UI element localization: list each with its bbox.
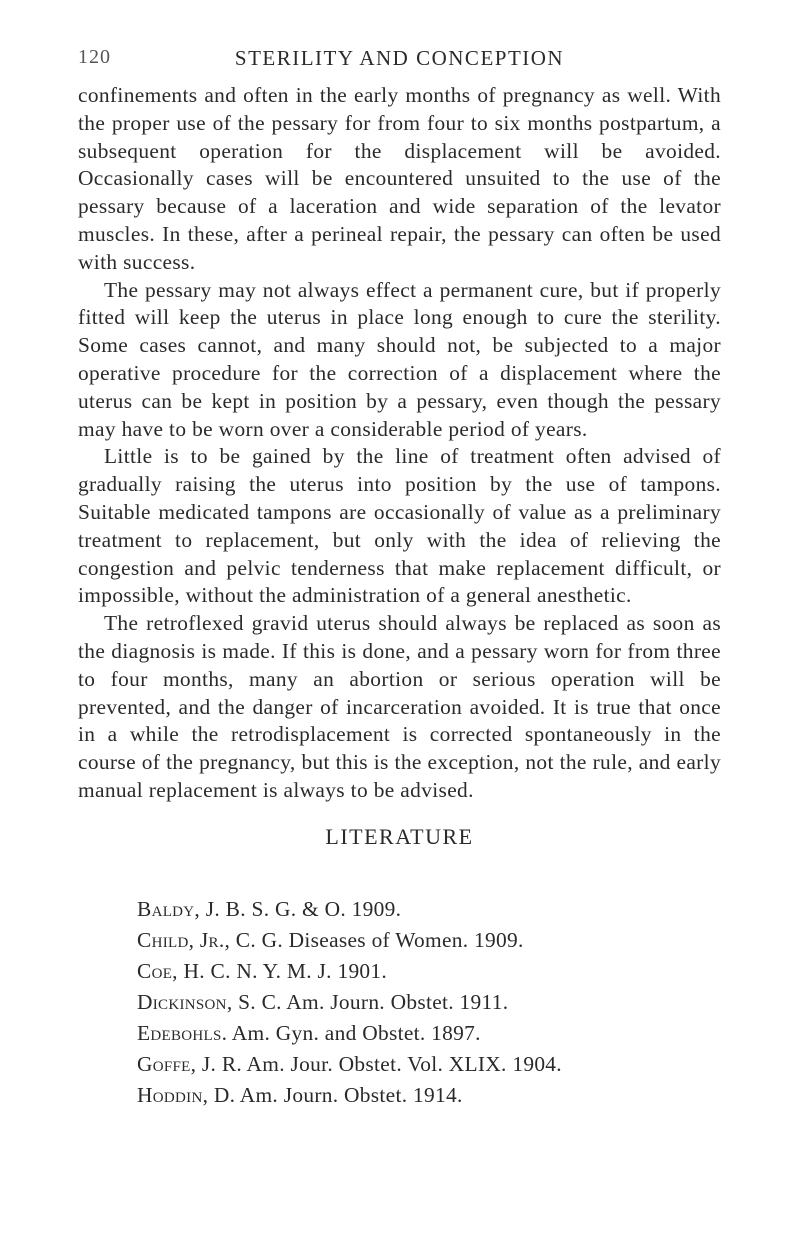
paragraph-tampons: Little is to be gained by the line of treatment often advised of gradually raising the uterus into position by the use of tampons. Suitable medicated tampons are occasionally of value as a preliminary treatment to replacement, but only with the idea of relieving the congestion and pelvic tenderness that make replacement difficult, or impossible, without the administration of a general anesthetic. bbox=[78, 444, 721, 608]
reference-author: Hoddin, D. bbox=[137, 1083, 236, 1107]
reference-author: Coe, H. C. bbox=[137, 959, 231, 983]
reference-item bbox=[137, 1080, 721, 1111]
reference-author: Dickinson, S. C. bbox=[137, 990, 282, 1014]
reference-author: Baldy, J. B. bbox=[137, 897, 246, 921]
reference-item bbox=[137, 894, 721, 925]
reference-author: Edebohls. bbox=[137, 1021, 228, 1045]
reference-citation: Am. Journ. Obstet. 1914. bbox=[239, 1083, 463, 1107]
paragraph-gravid-uterus: The retroflexed gravid uterus should always be replaced as soon as the diagnosis is made. If this is done, and a pessary worn for from three to four months, many an abortion or serious operation will be prevented, and the danger of incarceration avoided. It is true that once in a while the retrodisplacement is corrected spontaneously in the course of the pregnancy, but this is the exception, not the rule, and early manual replacement is always to be advised. bbox=[78, 611, 721, 802]
reference-author: Goffe, J. R. bbox=[137, 1052, 243, 1076]
reference-item bbox=[137, 987, 721, 1018]
literature-heading: LITERATURE bbox=[325, 824, 474, 849]
running-title: STERILITY AND CONCEPTION bbox=[234, 46, 565, 70]
reference-author: Child, Jr., C. G. bbox=[137, 928, 284, 952]
reference-item bbox=[137, 925, 721, 956]
running-head bbox=[78, 46, 721, 76]
page-number: 120 bbox=[78, 46, 111, 68]
reference-citation: Am. Jour. Obstet. Vol. XLIX. 1904. bbox=[246, 1052, 562, 1076]
reference-citation: Am. Journ. Obstet. 1911. bbox=[286, 990, 509, 1014]
reference-citation: Diseases of Women. 1909. bbox=[288, 928, 524, 952]
reference-citation: S. G. & O. 1909. bbox=[251, 897, 402, 921]
reference-item bbox=[137, 1049, 721, 1080]
paragraph-continuation: confinements and often in the early months of pregnancy as well. With the proper use of the pessary for from four to six months postpartum, a subsequent operation for the displacement will be avoided. Occasionally cases will be encountered unsuited to the use of the pessary because of a laceration and wide separation of the levator muscles. In these, after a perineal repair, the pessary can often be used with success. bbox=[78, 83, 721, 274]
reference-list bbox=[137, 894, 721, 1111]
paragraph-pessary-cure: The pessary may not always effect a permanent cure, but if properly fitted will keep the uterus in place long enough to cure the sterility. Some cases cannot, and many should not, be subjected to a major operative procedure for the correction of a displacement where the uterus can be kept in position by a pessary, even though the pessary may have to be worn over a considerable period of years. bbox=[78, 277, 721, 441]
reference-item bbox=[137, 1018, 721, 1049]
reference-citation: Am. Gyn. and Obstet. 1897. bbox=[231, 1021, 481, 1045]
reference-item bbox=[137, 956, 721, 987]
body-text bbox=[78, 82, 721, 805]
reference-citation: N. Y. M. J. 1901. bbox=[236, 959, 388, 983]
